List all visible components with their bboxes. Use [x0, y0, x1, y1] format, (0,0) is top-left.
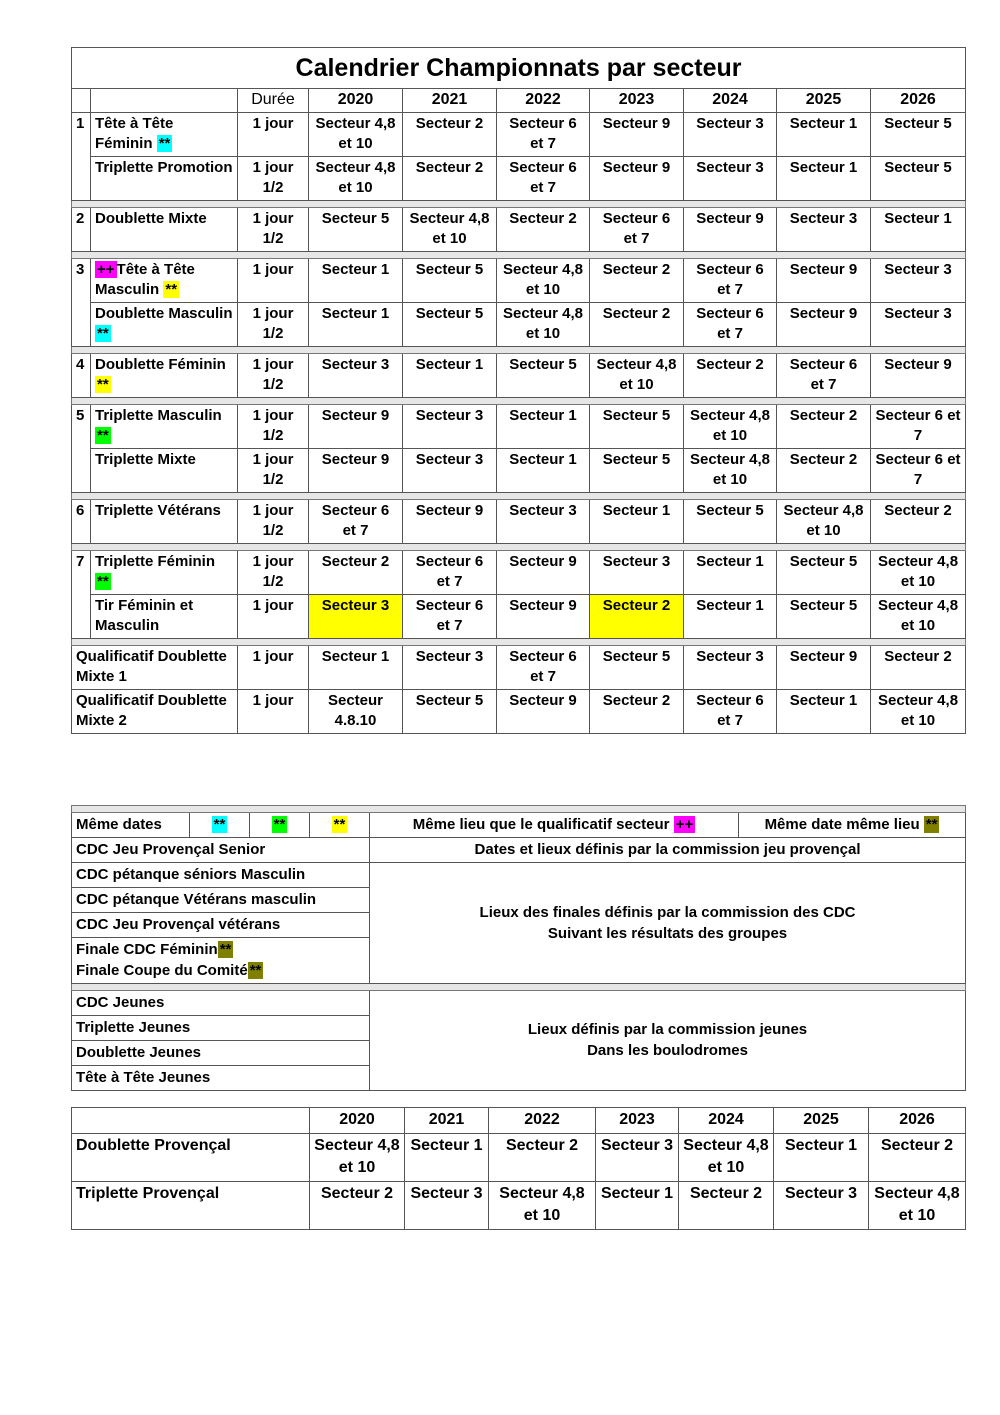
magenta-marker: ++ — [97, 261, 115, 278]
qualif-name: Qualificatif Doublette Mixte 1 — [72, 646, 238, 690]
sector-cell: Secteur 4,8 et 10 — [497, 259, 590, 303]
olive-marker: ** — [249, 962, 262, 979]
sector-cell: Secteur 3 — [405, 1182, 489, 1230]
sector-cell: Secteur 2 — [777, 405, 871, 449]
sector-cell: Secteur 4,8 et 10 — [869, 1182, 966, 1230]
sector-cell: Secteur 5 — [590, 405, 684, 449]
year-header: 2024 — [679, 1108, 774, 1134]
sector-cell: Secteur 3 — [684, 646, 777, 690]
provencal-name: Doublette Provençal — [72, 1134, 310, 1182]
sector-cell: Secteur 2 — [684, 354, 777, 398]
sector-cell: Secteur 3 — [309, 595, 403, 639]
year-header-row — [72, 89, 966, 113]
legend-meme-date-lieu: Même date même lieu — [764, 816, 920, 833]
yellow-marker: ** — [97, 376, 109, 393]
event-name-cell — [91, 303, 238, 347]
sector-cell: Secteur 1 — [684, 595, 777, 639]
cdc-info — [370, 863, 966, 984]
sector-cell: Secteur 5 — [497, 354, 590, 398]
sector-cell: Secteur 2 — [590, 595, 684, 639]
green-marker: ** — [97, 573, 109, 590]
magenta-marker: ++ — [675, 816, 694, 833]
olive-marker: ** — [925, 816, 938, 833]
event-name-cell — [91, 354, 238, 398]
sector-cell: Secteur 9 — [309, 449, 403, 493]
event-row — [72, 208, 966, 252]
event-name-cell — [91, 551, 238, 595]
event-row — [72, 449, 966, 493]
sector-cell: Secteur 6 et 7 — [684, 690, 777, 734]
event-row — [72, 303, 966, 347]
year-header: 2021 — [403, 89, 497, 113]
event-name-cell — [91, 595, 238, 639]
group-separator — [72, 252, 966, 259]
year-header: 2025 — [777, 89, 871, 113]
group-separator — [72, 398, 966, 405]
sector-cell: Secteur 5 — [871, 113, 966, 157]
sector-cell: Secteur 6 et 7 — [403, 595, 497, 639]
qualif-row — [72, 690, 966, 734]
sector-cell: Secteur 4,8 et 10 — [309, 157, 403, 201]
sector-cell: Secteur 2 — [309, 551, 403, 595]
sector-cell: Secteur 6 et 7 — [403, 551, 497, 595]
green-marker: ** — [97, 427, 109, 444]
sector-cell: Secteur 9 — [590, 157, 684, 201]
sector-cell: Secteur 3 — [871, 259, 966, 303]
sector-cell: Secteur 3 — [596, 1134, 679, 1182]
event-name-cell — [91, 113, 238, 157]
page-title: Calendrier Championnats par secteur — [72, 48, 966, 89]
sector-cell: Secteur 3 — [309, 354, 403, 398]
sector-cell: Secteur 2 — [590, 259, 684, 303]
sector-cell: Secteur 5 — [777, 595, 871, 639]
sector-cell: Secteur 1 — [777, 690, 871, 734]
event-name-cell — [91, 449, 238, 493]
sector-cell: Secteur 3 — [777, 208, 871, 252]
sector-cell: Secteur 1 — [684, 551, 777, 595]
sector-cell: Secteur 4,8 et 10 — [403, 208, 497, 252]
sector-cell: Secteur 5 — [590, 449, 684, 493]
event-name: Doublette Mixte — [95, 210, 207, 227]
group-number: 3 — [72, 259, 91, 347]
duree-cell: 1 jour 1/2 — [238, 551, 309, 595]
provencal-table — [71, 1107, 966, 1230]
sector-cell: Secteur 6 et 7 — [309, 500, 403, 544]
event-row — [72, 405, 966, 449]
group-separator — [72, 639, 966, 646]
event-row — [72, 259, 966, 303]
jeunes-item: Doublette Jeunes — [72, 1041, 370, 1066]
event-name-cell — [91, 157, 238, 201]
sector-cell: Secteur 1 — [590, 500, 684, 544]
sector-cell: Secteur 2 — [590, 303, 684, 347]
duree-cell: 1 jour 1/2 — [238, 208, 309, 252]
finale-feminin: Finale CDC Féminin — [76, 941, 218, 958]
legend-meme-lieu: Même lieu que le qualificatif secteur — [412, 816, 670, 833]
sector-cell: Secteur 3 — [684, 157, 777, 201]
event-name: Tête à Tête Féminin — [95, 115, 174, 152]
sector-cell: Secteur 9 — [497, 551, 590, 595]
sector-cell: Secteur 4.8.10 — [309, 690, 403, 734]
year-header: 2025 — [774, 1108, 869, 1134]
sector-cell: Secteur 4,8 et 10 — [590, 354, 684, 398]
year-header: 2022 — [497, 89, 590, 113]
sector-cell: Secteur 2 — [310, 1182, 405, 1230]
event-name: Triplette Promotion — [95, 159, 233, 176]
event-row — [72, 551, 966, 595]
sector-cell: Secteur 4,8 et 10 — [497, 303, 590, 347]
sector-cell: Secteur 2 — [497, 208, 590, 252]
provencal-row — [72, 1182, 966, 1230]
duree-cell: 1 jour 1/2 — [238, 354, 309, 398]
qualif-name: Qualificatif Doublette Mixte 2 — [72, 690, 238, 734]
sector-cell: Secteur 9 — [777, 303, 871, 347]
sector-cell: Secteur 3 — [684, 113, 777, 157]
yellow-marker: ** — [333, 816, 346, 833]
sector-cell: Secteur 4,8 et 10 — [489, 1182, 596, 1230]
olive-marker: ** — [219, 941, 232, 958]
cyan-marker: ** — [158, 135, 171, 152]
sector-cell: Secteur 5 — [777, 551, 871, 595]
sector-cell: Secteur 4,8 et 10 — [871, 551, 966, 595]
sector-cell: Secteur 2 — [489, 1134, 596, 1182]
duree-cell: 1 jour — [238, 259, 309, 303]
year-header: 2021 — [405, 1108, 489, 1134]
sector-cell: Secteur 9 — [403, 500, 497, 544]
sector-cell: Secteur 9 — [684, 208, 777, 252]
event-name: Triplette Mixte — [95, 451, 196, 468]
duree-cell: 1 jour 1/2 — [238, 449, 309, 493]
sector-cell: Secteur 1 — [309, 303, 403, 347]
sector-cell: Secteur 1 — [871, 208, 966, 252]
sector-cell: Secteur 2 — [869, 1134, 966, 1182]
sector-cell: Secteur 3 — [403, 646, 497, 690]
event-name: Tête à Tête Masculin — [95, 261, 195, 298]
sector-cell: Secteur 5 — [403, 259, 497, 303]
year-header: 2024 — [684, 89, 777, 113]
event-row — [72, 157, 966, 201]
jeunes-info — [370, 991, 966, 1091]
legend-meme-dates: Même dates — [72, 813, 190, 838]
sector-cell: Secteur 1 — [403, 354, 497, 398]
sector-cell: Secteur 1 — [309, 646, 403, 690]
sector-cell: Secteur 9 — [777, 259, 871, 303]
sector-cell: Secteur 2 — [590, 690, 684, 734]
sector-cell: Secteur 5 — [309, 208, 403, 252]
sector-cell: Secteur 6 et 7 — [684, 303, 777, 347]
event-name: Doublette Féminin — [95, 356, 226, 373]
sector-cell: Secteur 9 — [777, 646, 871, 690]
cdc-senior-label: CDC Jeu Provençal Senior — [72, 838, 370, 863]
group-number: 7 — [72, 551, 91, 639]
year-header: 2022 — [489, 1108, 596, 1134]
year-header: 2023 — [590, 89, 684, 113]
duree-cell: 1 jour 1/2 — [238, 405, 309, 449]
finale-coupe: Finale Coupe du Comité — [76, 962, 248, 979]
sector-cell: Secteur 9 — [497, 690, 590, 734]
sector-cell: Secteur 4,8 et 10 — [310, 1134, 405, 1182]
jeunes-info-line: Lieux définis par la commission jeunes — [527, 1021, 808, 1038]
group-number: 4 — [72, 354, 91, 398]
sector-cell: Secteur 6 et 7 — [871, 405, 966, 449]
group-separator — [72, 544, 966, 551]
group-number: 5 — [72, 405, 91, 493]
sector-cell: Secteur 4,8 et 10 — [309, 113, 403, 157]
sector-cell: Secteur 6 et 7 — [497, 157, 590, 201]
provencal-name: Triplette Provençal — [72, 1182, 310, 1230]
year-header: 2020 — [309, 89, 403, 113]
sector-cell: Secteur 2 — [403, 157, 497, 201]
sector-cell: Secteur 1 — [777, 113, 871, 157]
duree-cell: 1 jour — [238, 113, 309, 157]
sector-cell: Secteur 6 et 7 — [871, 449, 966, 493]
sector-cell: Secteur 4,8 et 10 — [871, 690, 966, 734]
cdc-info-line: Suivant les résultats des groupes — [547, 924, 788, 942]
event-name: Triplette Féminin — [95, 553, 216, 570]
sector-cell: Secteur 4,8 et 10 — [684, 405, 777, 449]
sector-cell: Secteur 4,8 et 10 — [777, 500, 871, 544]
event-name: Tir Féminin et Masculin — [95, 597, 194, 634]
event-name-cell — [91, 500, 238, 544]
sector-cell: Secteur 2 — [777, 449, 871, 493]
sector-cell: Secteur 3 — [497, 500, 590, 544]
provencal-row — [72, 1134, 966, 1182]
yellow-marker: ** — [165, 281, 178, 298]
jeunes-item: Tête à Tête Jeunes — [72, 1066, 370, 1091]
sector-cell: Secteur 5 — [871, 157, 966, 201]
sector-cell: Secteur 9 — [309, 405, 403, 449]
duree-header: Durée — [238, 89, 309, 113]
jeunes-info-line: Dans les boulodromes — [587, 1042, 748, 1059]
event-name-cell — [91, 208, 238, 252]
sector-cell: Secteur 6 et 7 — [497, 646, 590, 690]
sector-cell: Secteur 2 — [871, 646, 966, 690]
sector-cell: Secteur 6 et 7 — [777, 354, 871, 398]
group-separator — [72, 201, 966, 208]
jeunes-item: Triplette Jeunes — [72, 1016, 370, 1041]
sector-cell: Secteur 1 — [777, 157, 871, 201]
duree-cell: 1 jour 1/2 — [238, 303, 309, 347]
sector-cell: Secteur 2 — [679, 1182, 774, 1230]
sector-cell: Secteur 1 — [774, 1134, 869, 1182]
sector-cell: Secteur 1 — [309, 259, 403, 303]
sector-cell: Secteur 1 — [497, 449, 590, 493]
jeunes-item: CDC Jeunes — [72, 991, 370, 1016]
group-separator — [72, 493, 966, 500]
event-row — [72, 500, 966, 544]
cyan-marker: ** — [213, 816, 226, 833]
event-name-cell — [91, 405, 238, 449]
group-separator — [72, 347, 966, 354]
cdc-item: CDC pétanque Vétérans masculin — [72, 888, 370, 913]
green-marker: ** — [273, 816, 286, 833]
finales-cell — [72, 938, 370, 984]
sector-cell: Secteur 2 — [871, 500, 966, 544]
sector-cell: Secteur 3 — [403, 405, 497, 449]
sector-cell: Secteur 4,8 et 10 — [871, 595, 966, 639]
sector-cell: Secteur 4,8 et 10 — [679, 1134, 774, 1182]
sector-cell: Secteur 5 — [590, 646, 684, 690]
cyan-marker: ** — [97, 325, 109, 342]
sector-cell: Secteur 3 — [871, 303, 966, 347]
event-row — [72, 354, 966, 398]
calendar-table — [71, 47, 966, 734]
cdc-item: CDC pétanque séniors Masculin — [72, 863, 370, 888]
sector-cell: Secteur 5 — [403, 690, 497, 734]
year-header: 2020 — [310, 1108, 405, 1134]
event-row — [72, 113, 966, 157]
event-row — [72, 595, 966, 639]
sector-cell: Secteur 2 — [403, 113, 497, 157]
sector-cell: Secteur 3 — [590, 551, 684, 595]
legend-row — [72, 813, 966, 838]
legend-table — [71, 805, 966, 1091]
duree-cell: 1 jour — [238, 595, 309, 639]
group-number: 6 — [72, 500, 91, 544]
cdc-senior-info: Dates et lieux définis par la commission jeu provençal — [370, 838, 966, 863]
event-name: Doublette Masculin — [95, 305, 233, 322]
event-name: Triplette Vétérans — [95, 502, 221, 519]
cdc-item: CDC Jeu Provençal vétérans — [72, 913, 370, 938]
event-name: Triplette Masculin — [95, 407, 222, 424]
sector-cell: Secteur 6 et 7 — [684, 259, 777, 303]
duree-cell: 1 jour — [238, 690, 309, 734]
sector-cell: Secteur 1 — [405, 1134, 489, 1182]
sector-cell: Secteur 9 — [497, 595, 590, 639]
sector-cell: Secteur 3 — [774, 1182, 869, 1230]
group-number: 2 — [72, 208, 91, 252]
sector-cell: Secteur 6 et 7 — [497, 113, 590, 157]
group-number: 1 — [72, 113, 91, 201]
sector-cell: Secteur 1 — [497, 405, 590, 449]
cdc-info-line: Lieux des finales définis par la commission des CDC — [479, 903, 856, 921]
sector-cell: Secteur 1 — [596, 1182, 679, 1230]
event-name-cell — [91, 259, 238, 303]
year-header: 2023 — [596, 1108, 679, 1134]
sector-cell: Secteur 3 — [403, 449, 497, 493]
year-header: 2026 — [869, 1108, 966, 1134]
sector-cell: Secteur 6 et 7 — [590, 208, 684, 252]
qualif-row — [72, 646, 966, 690]
sector-cell: Secteur 4,8 et 10 — [684, 449, 777, 493]
sector-cell: Secteur 9 — [871, 354, 966, 398]
sector-cell: Secteur 9 — [590, 113, 684, 157]
year-header: 2026 — [871, 89, 966, 113]
sector-cell: Secteur 5 — [403, 303, 497, 347]
duree-cell: 1 jour 1/2 — [238, 500, 309, 544]
duree-cell: 1 jour — [238, 646, 309, 690]
duree-cell: 1 jour 1/2 — [238, 157, 309, 201]
sector-cell: Secteur 5 — [684, 500, 777, 544]
